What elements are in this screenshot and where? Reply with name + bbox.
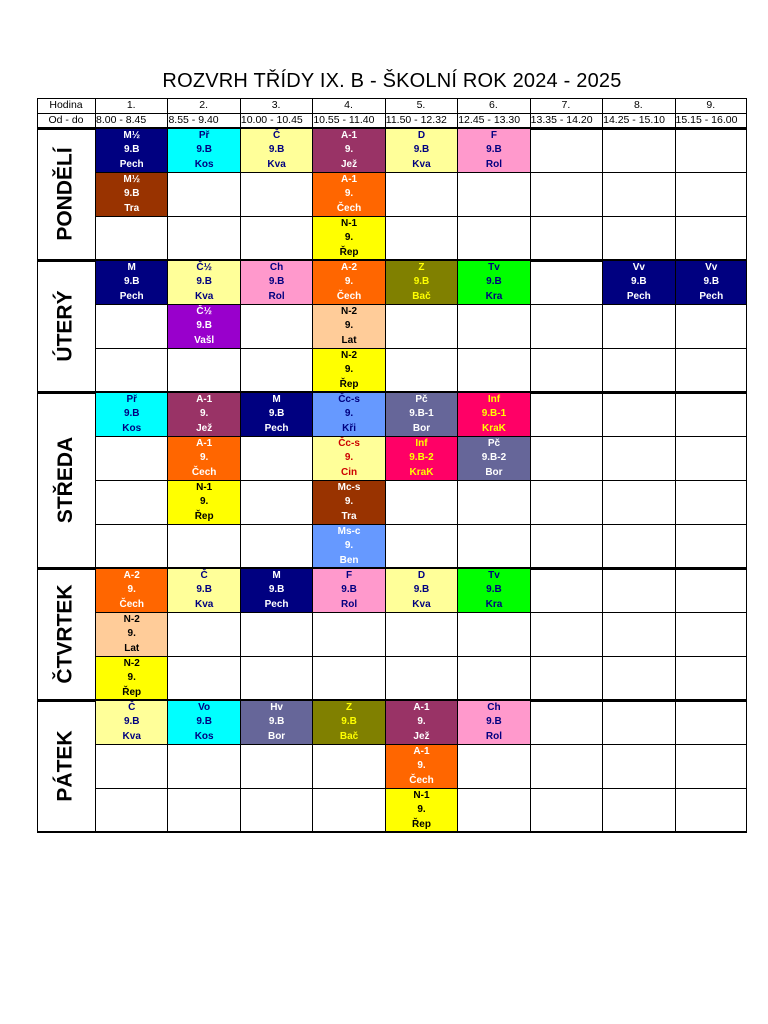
lesson-group: 9. — [344, 188, 354, 200]
lesson-group: 9. — [199, 452, 209, 464]
period-time: 15.15 - 16.00 — [675, 114, 738, 126]
lesson-group: 9.B — [196, 716, 212, 728]
lesson-cell[interactable] — [458, 261, 529, 304]
row-divider-line — [95, 216, 747, 217]
lesson-subject: Z — [418, 261, 425, 273]
lesson-subject: Ch — [269, 261, 284, 273]
lesson-cell[interactable] — [458, 393, 529, 436]
lesson-cell[interactable] — [241, 261, 312, 304]
period-number: 7. — [561, 99, 571, 111]
lesson-teacher: KraK — [481, 422, 506, 434]
lesson-teacher: Rol — [340, 598, 358, 610]
lesson-cell[interactable] — [168, 261, 239, 304]
lesson-subject: Ch — [487, 701, 501, 713]
lesson-cell[interactable] — [676, 261, 747, 304]
lesson-teacher: Řep — [194, 510, 214, 522]
lesson-group: 9.B — [341, 716, 357, 728]
lesson-teacher: Kva — [194, 598, 214, 610]
lesson-group: 9.B — [268, 408, 285, 420]
period-time: 14.25 - 15.10 — [603, 114, 665, 126]
lesson-group: 9.B — [123, 144, 140, 156]
lesson-teacher: Čech — [191, 466, 217, 478]
day-label — [37, 568, 95, 700]
day-name-text: STŘEDA — [54, 436, 77, 524]
lesson-teacher: Ben — [339, 554, 359, 566]
row-divider-line — [95, 480, 747, 481]
lesson-subject: N-2 — [340, 305, 358, 317]
lesson-subject: N-2 — [123, 613, 140, 625]
timetable — [37, 98, 747, 832]
lesson-subject: A-1 — [413, 701, 430, 713]
lesson-group: 9.B — [413, 584, 430, 596]
lesson-teacher: Čech — [336, 290, 362, 302]
period-number: 8. — [633, 99, 643, 111]
header-row-line — [37, 113, 747, 114]
lesson-teacher: Kra — [485, 598, 503, 610]
row-divider-line — [95, 656, 747, 657]
day-separator-line — [37, 259, 747, 261]
lesson-group: 9.B — [268, 716, 285, 728]
row-divider-line — [95, 304, 747, 305]
lesson-cell[interactable] — [168, 437, 239, 480]
lesson-cell[interactable] — [168, 305, 239, 348]
lesson-teacher: Kva — [412, 598, 431, 610]
lesson-teacher: Jež — [340, 158, 358, 170]
lesson-subject: A-1 — [340, 129, 358, 141]
lesson-subject: Vo — [198, 701, 211, 713]
lesson-subject: A-2 — [123, 569, 140, 581]
lesson-cell[interactable] — [458, 129, 529, 172]
lesson-teacher: Bor — [267, 730, 286, 742]
lesson-teacher: Pech — [626, 290, 651, 302]
column-line — [240, 98, 241, 832]
lesson-teacher: Čech — [119, 598, 144, 610]
lesson-cell[interactable] — [241, 129, 312, 172]
lesson-group: 9. — [344, 496, 354, 508]
lesson-teacher: Pech — [264, 598, 289, 610]
lesson-teacher: Kos — [194, 730, 214, 742]
day-label — [37, 260, 95, 392]
lesson-group: 9.B — [123, 188, 140, 200]
lesson-subject: Č — [128, 701, 136, 713]
lesson-cell[interactable] — [313, 393, 384, 436]
header-hodina-label: Hodina — [49, 99, 83, 111]
lesson-cell[interactable] — [603, 261, 674, 304]
lesson-subject: Mc-s — [337, 481, 361, 493]
lesson-subject: Inf — [415, 437, 428, 449]
lesson-teacher: Rol — [485, 730, 502, 742]
lesson-teacher: Lat — [124, 642, 140, 654]
lesson-subject: M — [272, 393, 281, 405]
lesson-group: 9. — [417, 760, 426, 772]
period-number: 9. — [706, 99, 716, 111]
lesson-cell[interactable] — [96, 261, 167, 304]
lesson-cell[interactable] — [96, 613, 167, 656]
lesson-subject: M½ — [123, 129, 141, 141]
column-line — [602, 98, 603, 832]
lesson-subject: N-1 — [340, 217, 358, 229]
day-name-text: ÚTERÝ — [54, 290, 77, 362]
day-separator-line — [37, 391, 747, 393]
lesson-teacher: Kva — [194, 290, 214, 302]
lesson-cell[interactable] — [96, 657, 167, 700]
lesson-cell[interactable] — [241, 569, 312, 612]
lesson-group: 9. — [417, 804, 426, 816]
column-line — [746, 98, 747, 832]
lesson-cell[interactable] — [313, 437, 384, 480]
lesson-teacher: Pech — [699, 290, 724, 302]
lesson-group: 9.B-1 — [481, 408, 507, 420]
lesson-group: 9.B — [123, 716, 140, 728]
lesson-cell[interactable] — [458, 569, 529, 612]
lesson-subject: Čc-s — [338, 437, 360, 449]
day-name-text: PÁTEK — [54, 730, 77, 802]
lesson-subject: Č — [200, 569, 208, 581]
lesson-cell[interactable] — [241, 393, 312, 436]
column-line — [385, 98, 386, 832]
lesson-subject: Př — [198, 129, 210, 141]
lesson-teacher: Bač — [412, 290, 431, 302]
lesson-teacher: Kos — [122, 422, 142, 434]
lesson-subject: N-2 — [340, 349, 358, 361]
lesson-group: 9. — [199, 496, 209, 508]
lesson-subject: A-1 — [340, 173, 358, 185]
lesson-cell[interactable] — [313, 349, 384, 392]
lesson-teacher: Kva — [267, 158, 286, 170]
lesson-teacher: Tra — [124, 202, 140, 214]
lesson-group: 9.B — [268, 144, 285, 156]
lesson-teacher: Kva — [122, 730, 141, 742]
lesson-teacher: Lat — [341, 334, 357, 346]
day-name-text: ČTVRTEK — [54, 584, 78, 684]
lesson-group: 9.B — [123, 408, 140, 420]
lesson-group: 9.B — [413, 276, 430, 288]
row-divider-line — [95, 172, 747, 173]
lesson-cell[interactable] — [386, 789, 457, 832]
lesson-subject: Ms-c — [337, 525, 361, 537]
day-separator-line — [37, 127, 747, 129]
lesson-teacher: Bor — [485, 466, 503, 478]
lesson-teacher: Rol — [485, 158, 502, 170]
lesson-group: 9. — [344, 276, 354, 288]
column-line — [312, 98, 313, 832]
period-time: 10.55 - 11.40 — [313, 114, 375, 126]
lesson-teacher: Rol — [268, 290, 285, 302]
lesson-subject: Z — [345, 701, 353, 713]
period-time: 10.00 - 10.45 — [240, 114, 303, 126]
lesson-subject: N-2 — [123, 657, 140, 669]
lesson-group: 9.B — [486, 144, 502, 156]
row-divider-line — [95, 348, 747, 349]
row-divider-line — [95, 524, 747, 525]
day-label — [37, 700, 95, 832]
lesson-cell[interactable] — [313, 217, 384, 260]
lesson-cell[interactable] — [313, 173, 384, 216]
lesson-group: 9. — [344, 452, 354, 464]
lesson-teacher: Čech — [336, 202, 362, 214]
day-separator-line — [37, 831, 747, 833]
lesson-teacher: Řep — [339, 246, 359, 258]
lesson-cell[interactable] — [386, 129, 457, 172]
period-number: 3. — [271, 99, 281, 111]
lesson-group: 9.B — [486, 716, 502, 728]
lesson-group: 9. — [417, 716, 426, 728]
lesson-teacher: Kra — [485, 290, 503, 302]
period-time: 12.45 - 13.30 — [458, 114, 521, 126]
header-row-line — [37, 98, 747, 99]
lesson-subject: Hv — [270, 701, 283, 713]
lesson-group: 9.B — [123, 276, 140, 288]
lesson-group: 9. — [127, 672, 136, 684]
lesson-subject: F — [345, 569, 353, 581]
lesson-subject: A-2 — [340, 261, 358, 273]
lesson-cell[interactable] — [386, 745, 457, 788]
lesson-subject: Inf — [487, 393, 501, 405]
lesson-subject: Vv — [705, 261, 718, 273]
lesson-cell[interactable] — [241, 701, 312, 744]
lesson-group: 9.B-2 — [409, 452, 434, 464]
lesson-subject: Č½ — [196, 261, 212, 273]
lesson-cell[interactable] — [168, 569, 239, 612]
lesson-cell[interactable] — [458, 437, 529, 480]
lesson-subject: M — [127, 261, 136, 273]
lesson-group: 9.B — [196, 276, 212, 288]
day-label — [37, 392, 95, 568]
period-number: 4. — [344, 99, 353, 111]
column-line — [530, 98, 531, 832]
lesson-group: 9.B — [268, 276, 285, 288]
lesson-teacher: Čech — [409, 774, 434, 786]
page-title: ROZVRH TŘÍDY IX. B - ŠKOLNÍ ROK 2024 - 2025 — [162, 70, 622, 92]
lesson-group: 9.B-2 — [481, 452, 507, 464]
lesson-cell[interactable] — [313, 481, 384, 524]
lesson-teacher: Pech — [119, 290, 144, 302]
lesson-group: 9.B — [341, 584, 357, 596]
lesson-group: 9.B — [486, 584, 502, 596]
header-time-label: Od - do — [48, 114, 84, 126]
lesson-teacher: Kos — [194, 158, 214, 170]
period-time: 11.50 - 12.32 — [385, 114, 447, 126]
column-line — [457, 98, 458, 832]
lesson-subject: N-1 — [196, 481, 213, 493]
lesson-teacher: Řep — [122, 686, 142, 698]
day-label — [37, 128, 95, 260]
period-number: 1. — [126, 99, 136, 111]
lesson-teacher: Pech — [264, 422, 289, 434]
period-number: 2. — [199, 99, 209, 111]
lesson-teacher: KraK — [409, 466, 434, 478]
lesson-group: 9. — [344, 232, 354, 244]
lesson-teacher: Kva — [412, 158, 431, 170]
lesson-group: 9.B-1 — [409, 408, 434, 420]
lesson-teacher: Pech — [119, 158, 144, 170]
column-line — [167, 98, 168, 832]
lesson-cell[interactable] — [96, 129, 167, 172]
period-number: 6. — [489, 99, 498, 111]
lesson-subject: Vv — [632, 261, 645, 273]
lesson-group: 9. — [344, 364, 354, 376]
lesson-subject: A-1 — [196, 437, 213, 449]
period-number: 5. — [416, 99, 426, 111]
lesson-subject: Př — [126, 393, 137, 405]
lesson-group: 9.B — [413, 144, 430, 156]
lesson-cell[interactable] — [96, 173, 167, 216]
lesson-cell[interactable] — [168, 393, 239, 436]
lesson-group: 9. — [127, 628, 136, 640]
lesson-group: 9. — [344, 320, 354, 332]
lesson-cell[interactable] — [313, 701, 384, 744]
lesson-cell[interactable] — [313, 129, 384, 172]
lesson-cell[interactable] — [168, 481, 239, 524]
lesson-subject: Tv — [488, 261, 500, 273]
lesson-subject: Tv — [488, 569, 500, 581]
period-time: 8.55 - 9.40 — [168, 114, 219, 126]
lesson-cell[interactable] — [168, 701, 239, 744]
row-divider-line — [95, 436, 747, 437]
day-separator-line — [37, 699, 747, 701]
lesson-teacher: Bač — [339, 730, 359, 742]
lesson-cell[interactable] — [96, 701, 167, 744]
lesson-group: 9. — [127, 584, 136, 596]
lesson-subject: M½ — [123, 173, 141, 185]
lesson-group: 9.B — [703, 276, 720, 288]
lesson-group: 9.B — [196, 144, 212, 156]
table-left-border — [37, 98, 38, 832]
lesson-subject: F — [490, 129, 497, 141]
lesson-teacher: Kři — [342, 422, 356, 434]
column-line — [675, 98, 676, 832]
lesson-subject: A-1 — [413, 745, 430, 757]
row-divider-line — [95, 744, 747, 745]
lesson-subject: D — [417, 129, 426, 141]
lesson-teacher: Bor — [412, 422, 431, 434]
period-time: 8.00 - 8.45 — [96, 114, 147, 126]
lesson-cell[interactable] — [313, 261, 384, 304]
lesson-group: 9.B — [631, 276, 647, 288]
lesson-teacher: Tra — [341, 510, 357, 522]
row-divider-line — [95, 788, 747, 789]
lesson-group: 9.B — [268, 584, 285, 596]
lesson-teacher: Jež — [196, 422, 213, 434]
lesson-subject: N-1 — [413, 789, 430, 801]
lesson-subject: M — [272, 569, 281, 581]
lesson-cell[interactable] — [313, 305, 384, 348]
lesson-cell[interactable] — [386, 437, 457, 480]
lesson-cell[interactable] — [386, 261, 457, 304]
lesson-subject: D — [417, 569, 426, 581]
lesson-cell[interactable] — [96, 393, 167, 436]
lesson-cell[interactable] — [168, 129, 239, 172]
day-separator-line — [37, 567, 747, 569]
lesson-subject: Pč — [415, 393, 428, 405]
lesson-group: 9.B — [196, 320, 212, 332]
lesson-subject: Č½ — [196, 305, 212, 317]
lesson-cell[interactable] — [313, 525, 384, 568]
lesson-cell[interactable] — [386, 701, 457, 744]
lesson-teacher: Cin — [340, 466, 358, 478]
period-time: 13.35 - 14.20 — [530, 114, 593, 126]
column-line — [95, 98, 96, 832]
lesson-group: 9. — [344, 144, 354, 156]
day-name-text: PONDĚLÍ — [54, 147, 77, 241]
lesson-cell[interactable] — [386, 569, 457, 612]
lesson-group: 9.B — [196, 584, 212, 596]
lesson-subject: Č — [272, 129, 281, 141]
lesson-teacher: Vašl — [194, 334, 215, 346]
lesson-teacher: Jež — [413, 730, 430, 742]
lesson-cell[interactable] — [386, 393, 457, 436]
lesson-cell[interactable] — [458, 701, 529, 744]
lesson-subject: Pč — [487, 437, 501, 449]
row-divider-line — [95, 612, 747, 613]
lesson-teacher: Řep — [339, 378, 359, 390]
lesson-subject: A-1 — [196, 393, 213, 405]
lesson-cell[interactable] — [313, 569, 384, 612]
lesson-subject: Čc-s — [338, 393, 360, 405]
lesson-group: 9.B — [486, 276, 502, 288]
lesson-group: 9. — [199, 408, 209, 420]
lesson-group: 9. — [344, 540, 354, 552]
lesson-cell[interactable] — [96, 569, 167, 612]
lesson-group: 9. — [344, 408, 354, 420]
lesson-teacher: Řep — [412, 818, 431, 830]
